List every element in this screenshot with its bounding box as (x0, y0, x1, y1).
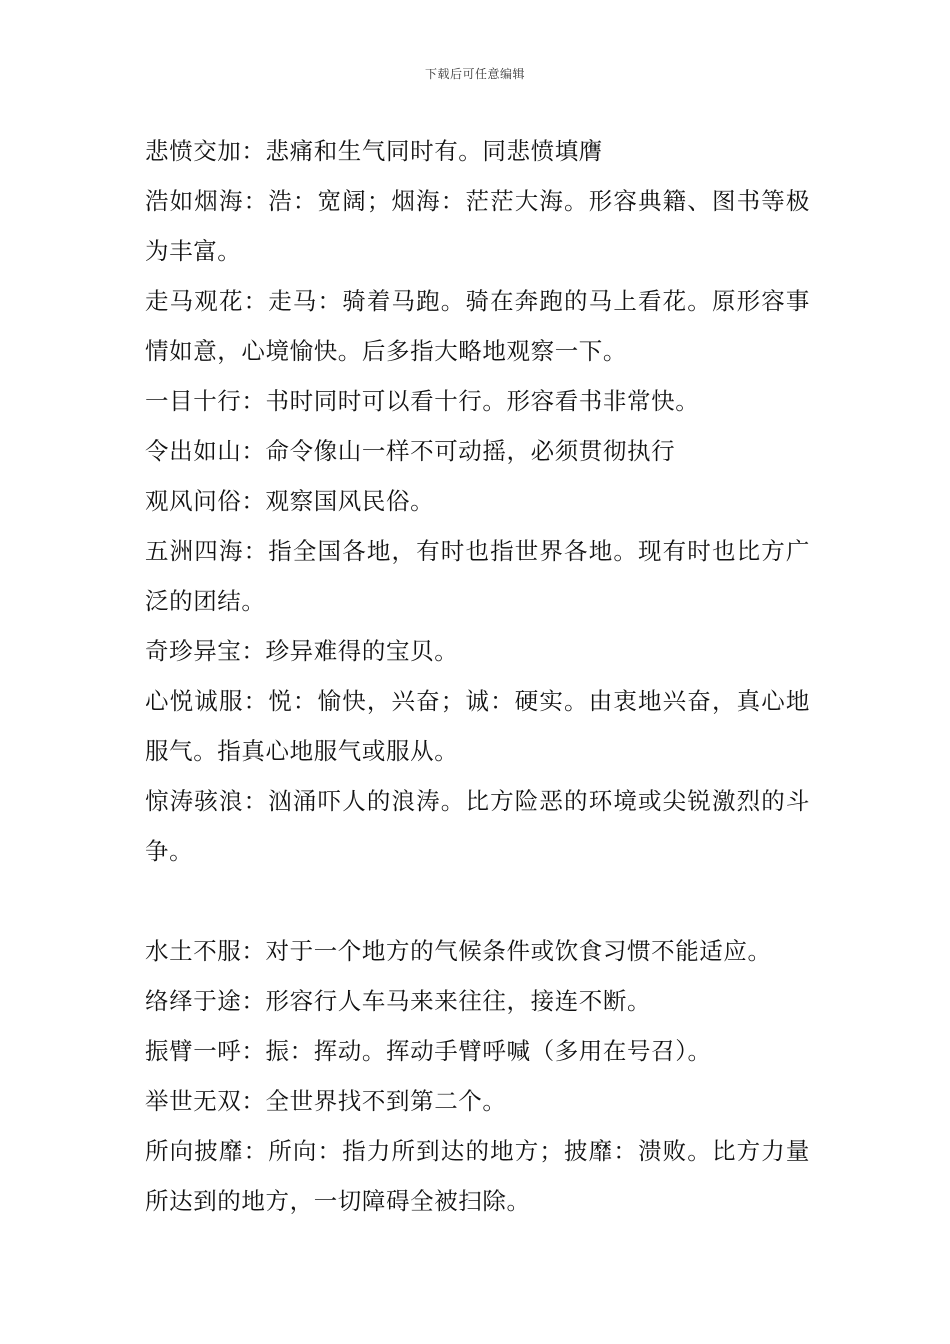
idiom-entry: 走马观花：走马：骑着马跑。骑在奔跑的马上看花。原形容事情如意，心境愉快。后多指大略地观察一下。 (145, 287, 810, 365)
idiom-entry: 浩如烟海：浩：宽阔；烟海：茫茫大海。形容典籍、图书等极为丰富。 (145, 187, 810, 265)
idiom-entry: 水土不服：对于一个地方的气候条件或饮食习惯不能适应。 (145, 937, 772, 965)
page-header: 下载后可任意编辑 (424, 67, 525, 81)
idiom-entry: 振臂一呼：振：挥动。挥动手臂呼喊（多用在号召）。 (145, 1037, 712, 1065)
idiom-entry: 举世无双：全世界找不到第二个。 (145, 1087, 507, 1115)
idiom-entry: 奇珍异宝：珍异难得的宝贝。 (145, 637, 459, 665)
document-body (145, 126, 810, 1226)
idiom-entry: 所向披靡：所向：指力所到达的地方；披靡：溃败。比方力量所达到的地方，一切障碍全被扫除。 (145, 1137, 810, 1215)
idiom-entry: 悲愤交加：悲痛和生气同时有。同悲愤填膺 (145, 137, 603, 165)
paragraph-gap (145, 876, 810, 926)
idiom-entry: 令出如山：命令像山一样不可动摇，必须贯彻执行 (145, 437, 676, 465)
idiom-entry: 惊涛骇浪：汹涌吓人的浪涛。比方险恶的环境或尖锐激烈的斗争。 (145, 787, 810, 865)
idiom-entry: 络绎于途：形容行人车马来来往往，接连不断。 (145, 987, 652, 1015)
idiom-entry: 五洲四海：指全国各地，有时也指世界各地。现有时也比方广泛的团结。 (145, 537, 810, 615)
idiom-entry: 一目十行：书时同时可以看十行。形容看书非常快。 (145, 387, 700, 415)
idiom-entry: 心悦诚服：悦：愉快，兴奋；诚：硬实。由衷地兴奋，真心地服气。指真心地服气或服从。 (145, 687, 810, 765)
idiom-entry: 观风问俗：观察国风民俗。 (145, 487, 435, 515)
